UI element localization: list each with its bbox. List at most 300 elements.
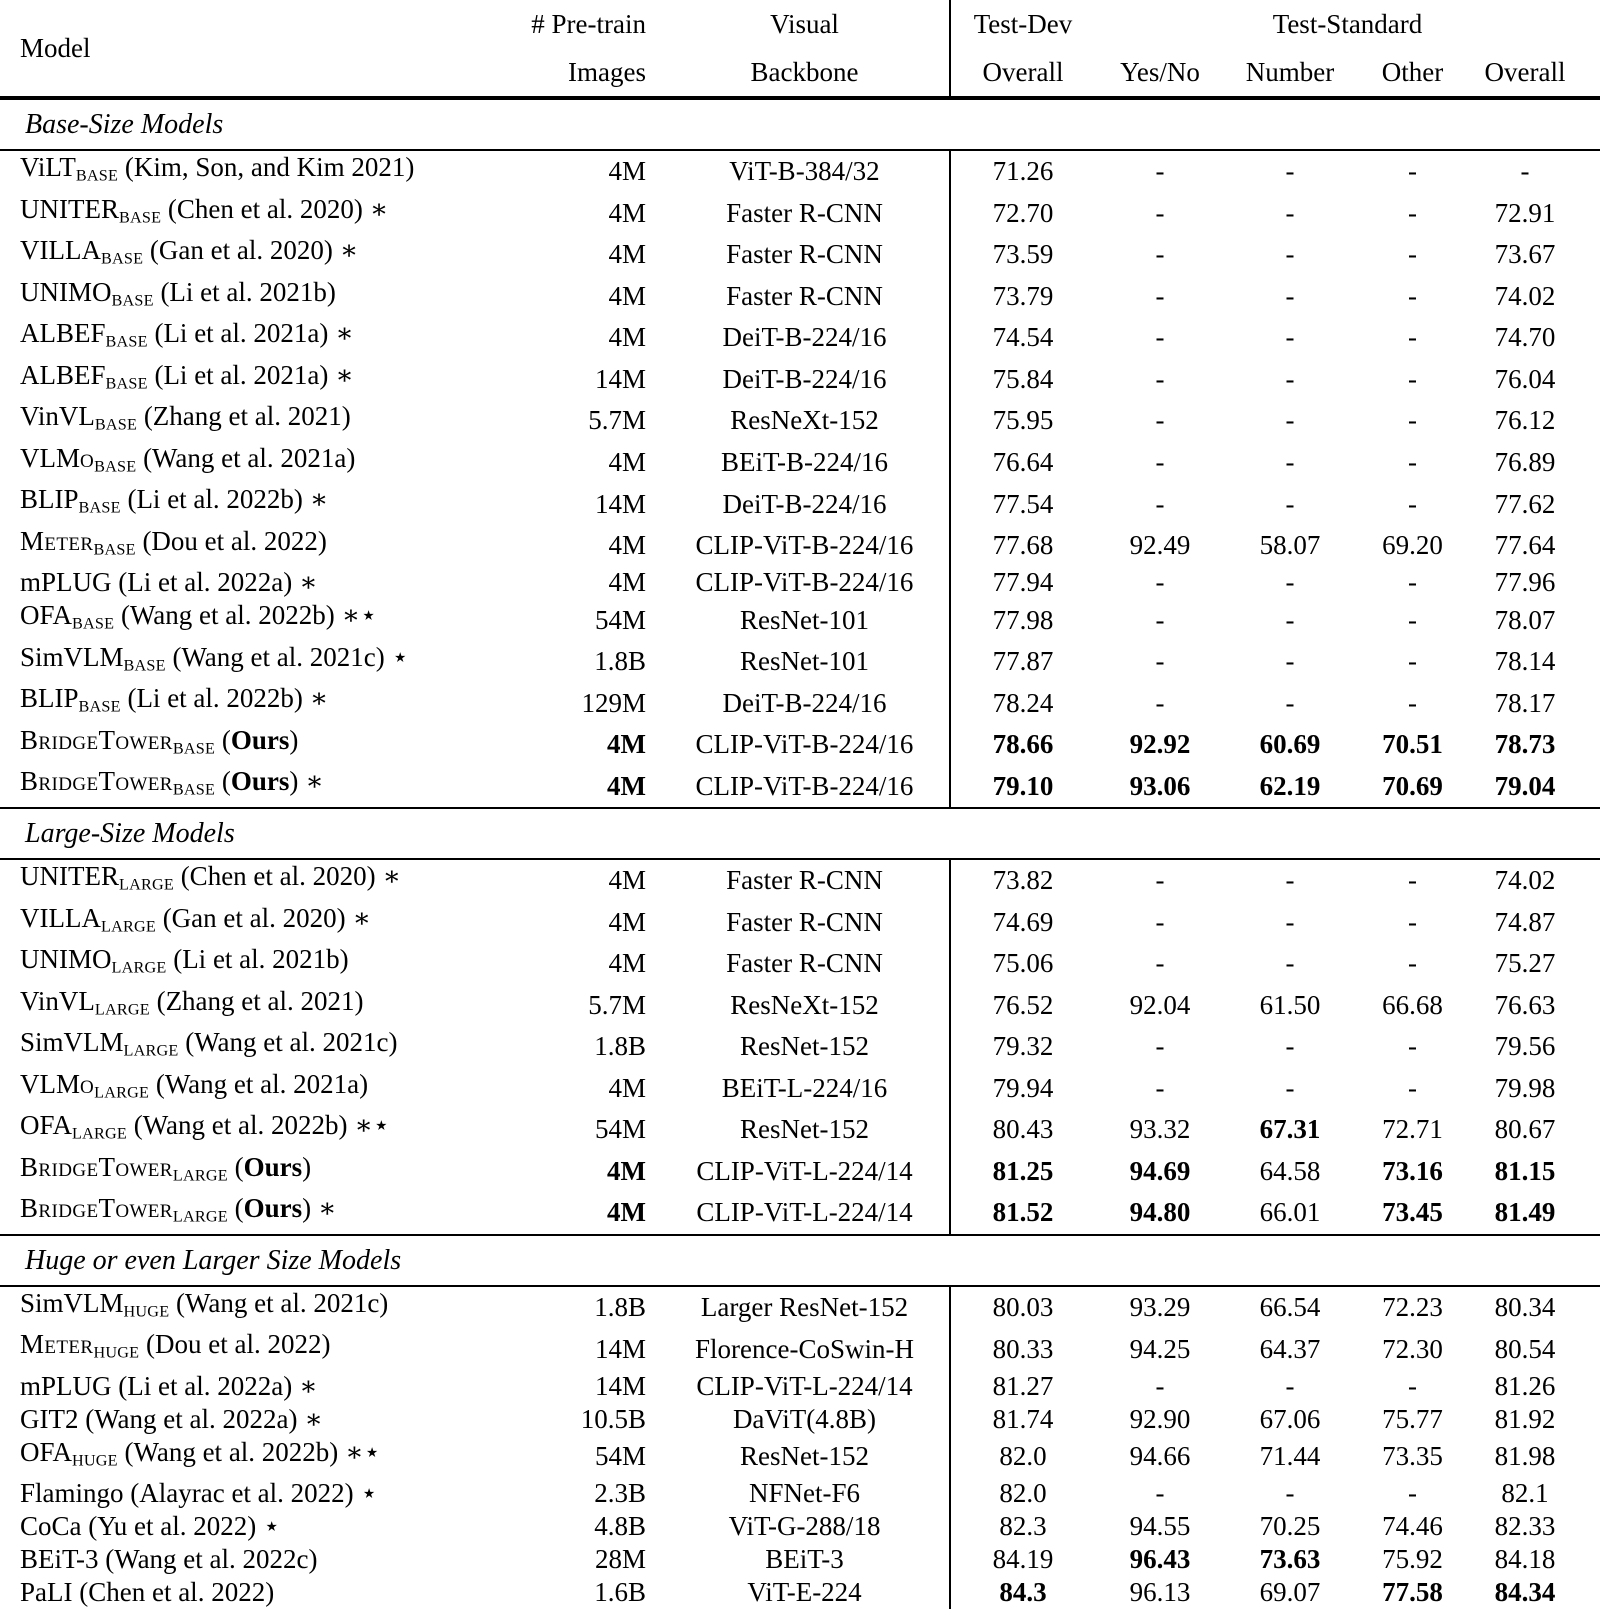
testdev-overall-cell: 75.84 — [950, 359, 1095, 401]
testdev-overall-cell: 75.06 — [950, 943, 1095, 985]
overall-cell: 72.91 — [1494, 197, 1556, 228]
backbone-cell: CLIP-ViT-B-224/16 — [695, 770, 914, 801]
backbone-cell: CLIP-ViT-L-224/14 — [696, 1197, 913, 1228]
overall-cell: 79.56 — [1494, 1031, 1556, 1062]
model-name-part: ALBEF — [20, 318, 106, 349]
model-row — [0, 902, 1600, 944]
pretrain-cell: 4M — [608, 156, 646, 187]
number-cell: - — [1285, 280, 1295, 311]
testdev-overall-cell: 77.87 — [950, 641, 1095, 683]
backbone-cell: CLIP-ViT-B-224/16 — [695, 567, 914, 598]
model-cell — [0, 1370, 470, 1403]
pretrain-cell: 5.7M — [588, 405, 646, 436]
overall-cell: 78.17 — [1494, 687, 1556, 718]
model-name-part: (Wang et al. 2021a) — [149, 1068, 369, 1099]
model-name-part: mPLUG (Li et al. 2022a) — [20, 1370, 293, 1401]
overall-cell: 84.34 — [1494, 1577, 1556, 1608]
col-header-pretrain-images — [470, 0, 660, 98]
model-cell — [0, 943, 470, 985]
other-cell: 75.92 — [1382, 1544, 1443, 1575]
model-cell — [0, 150, 470, 193]
model-name-part: (Wang et al. 2022b) — [126, 1110, 348, 1141]
number-cell: - — [1285, 156, 1295, 187]
pretrain-cell: 1.8B — [594, 646, 646, 677]
model-size-subscript: LARGE — [118, 875, 174, 894]
testdev-overall-cell: 79.94 — [950, 1068, 1095, 1110]
other-cell: - — [1408, 567, 1417, 598]
backbone-cell: Florence-CoSwin-H — [695, 1333, 914, 1364]
backbone-cell: CLIP-ViT-B-224/16 — [695, 530, 914, 561]
testdev-overall-cell: 80.33 — [950, 1328, 1095, 1370]
testdev-overall-cell: 73.82 — [950, 859, 1095, 902]
section-title: Large-Size Models — [0, 808, 1600, 859]
yesno-cell: - — [1155, 488, 1165, 519]
yesno-cell: 94.55 — [1129, 1511, 1191, 1542]
footnote-mark: ∗ — [335, 359, 354, 390]
number-cell: - — [1285, 363, 1295, 394]
model-name-part: (Gan et al. 2020) — [155, 902, 346, 933]
yesno-cell: - — [1155, 197, 1165, 228]
testdev-overall-cell: 79.10 — [950, 765, 1095, 808]
model-name-part: OFA — [20, 1110, 73, 1141]
other-cell: - — [1408, 687, 1417, 718]
overall-cell: 76.63 — [1494, 989, 1556, 1020]
model-row — [0, 1543, 1600, 1576]
yesno-cell: 94.25 — [1129, 1333, 1191, 1364]
backbone-cell: DeiT-B-224/16 — [722, 488, 887, 519]
pretrain-cell: 4M — [608, 906, 646, 937]
model-size-subscript: LARGE — [94, 1000, 150, 1019]
model-row — [0, 483, 1600, 525]
model-cell — [0, 1436, 470, 1478]
model-name-part: UNITER — [20, 860, 119, 891]
model-size-subscript: HUGE — [93, 1343, 140, 1362]
model-cell — [0, 1403, 470, 1436]
other-cell: 72.30 — [1382, 1333, 1443, 1364]
model-name-part: (Zhang et al. 2021) — [149, 985, 364, 1016]
other-cell: - — [1408, 197, 1417, 228]
yesno-cell: - — [1155, 405, 1165, 436]
pretrain-cell: 4M — [608, 239, 646, 270]
model-name-part: (Li et al. 2022b) — [120, 683, 303, 714]
testdev-overall-cell: 82.0 — [950, 1436, 1095, 1478]
backbone-cell: DeiT-B-224/16 — [722, 687, 887, 718]
number-cell: 67.31 — [1259, 1114, 1321, 1145]
overall-cell: 77.64 — [1494, 530, 1556, 561]
testdev-overall-cell: 80.03 — [950, 1286, 1095, 1329]
overall-cell: 80.34 — [1494, 1292, 1556, 1323]
number-cell: - — [1285, 197, 1295, 228]
model-size-subscript: BASE — [94, 415, 138, 434]
number-cell: 66.54 — [1259, 1292, 1321, 1323]
pretrain-cell: 1.8B — [594, 1031, 646, 1062]
col-header-visual-backbone — [660, 0, 950, 98]
model-name-part: (Wang et al. 2021c) — [169, 1287, 389, 1318]
other-cell: - — [1408, 322, 1417, 353]
pretrain-cell: 14M — [594, 363, 646, 394]
model-cell — [0, 483, 470, 525]
pretrain-cell: 4M — [608, 280, 646, 311]
yesno-cell: 92.04 — [1129, 989, 1191, 1020]
model-name-part: (Kim, Son, and Kim 2021) — [118, 152, 415, 182]
testdev-overall-cell: 73.59 — [950, 234, 1095, 276]
model-name-part: ( — [215, 724, 231, 755]
yesno-cell: - — [1155, 948, 1165, 979]
backbone-cell: ResNeXt-152 — [730, 989, 879, 1020]
testdev-overall-cell: 78.66 — [950, 724, 1095, 766]
yesno-cell: 92.49 — [1129, 530, 1191, 561]
yesno-cell: - — [1155, 906, 1165, 937]
model-row — [0, 359, 1600, 401]
testdev-overall-cell: 82.0 — [950, 1477, 1095, 1510]
model-name-part: (Wang et al. 2021c) — [178, 1027, 398, 1058]
model-row — [0, 765, 1600, 808]
model-size-subscript: BASE — [111, 291, 154, 310]
model-name-part: BridgeTower — [20, 1151, 173, 1182]
overall-cell: 74.02 — [1494, 280, 1556, 311]
overall-cell: 81.98 — [1494, 1441, 1556, 1472]
footnote-mark: ∗⋆ — [354, 1110, 390, 1141]
model-name-part: Ours — [230, 766, 290, 797]
model-cell — [0, 599, 470, 641]
footnote-mark: ∗ — [299, 1370, 318, 1401]
model-cell — [0, 985, 470, 1027]
section-header-row — [0, 98, 1600, 150]
model-size-subscript: BASE — [123, 656, 166, 675]
yesno-cell: - — [1155, 1072, 1165, 1103]
overall-cell: 81.92 — [1494, 1403, 1556, 1434]
number-cell: 66.01 — [1259, 1197, 1321, 1228]
model-name-part: mPLUG (Li et al. 2022a) — [20, 567, 293, 598]
model-cell — [0, 193, 470, 235]
model-name-part: Ours — [230, 724, 290, 755]
number-cell: 69.07 — [1259, 1577, 1321, 1608]
model-name-part: VLM — [20, 1068, 80, 1099]
footnote-mark: ∗ — [305, 766, 324, 797]
pretrain-cell: 4M — [607, 770, 646, 801]
model-row — [0, 985, 1600, 1027]
pretrain-cell: 5.7M — [588, 989, 646, 1020]
testdev-overall-cell: 76.52 — [950, 985, 1095, 1027]
backbone-cell: ResNet-152 — [740, 1441, 869, 1472]
model-row — [0, 317, 1600, 359]
model-size-subscript: BASE — [94, 457, 137, 476]
footnote-mark: ∗ — [339, 235, 359, 266]
col-header-model — [0, 0, 470, 98]
backbone-cell: ResNet-152 — [740, 1114, 869, 1145]
testdev-overall-cell: 77.98 — [950, 599, 1095, 641]
model-row — [0, 1510, 1600, 1543]
model-row — [0, 1026, 1600, 1068]
section-title: Huge or even Larger Size Models — [0, 1235, 1600, 1286]
model-name-part: BLIP — [20, 683, 79, 714]
pretrain-cell: 4M — [608, 197, 646, 228]
overall-cell: 74.87 — [1494, 906, 1556, 937]
model-size-subscript: BASE — [105, 374, 148, 393]
yesno-cell: - — [1155, 280, 1165, 311]
pretrain-cell: 14M — [594, 1370, 646, 1401]
backbone-cell: BEiT-B-224/16 — [720, 446, 888, 477]
yesno-cell: - — [1155, 1370, 1165, 1401]
yesno-cell: - — [1155, 239, 1165, 270]
model-row — [0, 1477, 1600, 1510]
backbone-cell: ResNet-101 — [740, 604, 869, 635]
other-cell: - — [1408, 1072, 1417, 1103]
backbone-cell: Faster R-CNN — [726, 197, 883, 228]
number-cell: - — [1285, 906, 1295, 937]
model-name-part: (Li et al. 2021b) — [166, 944, 349, 975]
model-name-part: (Dou et al. 2022) — [139, 1329, 331, 1360]
model-size-subscript: BASE — [78, 697, 121, 716]
pretrain-cell: 54M — [594, 1114, 646, 1145]
model-cell — [0, 1576, 470, 1609]
model-size-subscript: HUGE — [72, 1451, 118, 1470]
overall-cell: 77.96 — [1494, 567, 1556, 598]
pretrain-cell: 4M — [608, 446, 646, 477]
model-row — [0, 1068, 1600, 1110]
number-cell: - — [1285, 322, 1295, 353]
model-row — [0, 1286, 1600, 1329]
model-size-subscript: BASE — [78, 498, 121, 517]
model-cell — [0, 234, 470, 276]
col-header-other: Other — [1355, 48, 1470, 98]
model-size-subscript: BASE — [172, 780, 216, 799]
yesno-cell: - — [1155, 687, 1165, 718]
backbone-cell: BEiT-3 — [765, 1544, 844, 1575]
other-cell: - — [1408, 1031, 1417, 1062]
yesno-cell: - — [1155, 646, 1165, 677]
model-row — [0, 193, 1600, 235]
backbone-cell: Larger ResNet-152 — [700, 1292, 909, 1323]
number-cell: - — [1285, 948, 1295, 979]
number-cell: 64.37 — [1259, 1333, 1321, 1364]
pretrain-cell: 4.8B — [594, 1511, 646, 1542]
model-cell — [0, 1068, 470, 1110]
model-name-part: ) — [289, 766, 299, 797]
backbone-cell: CLIP-ViT-B-224/16 — [695, 729, 914, 760]
number-cell: - — [1285, 1072, 1295, 1103]
model-cell — [0, 1192, 470, 1235]
testdev-header-line1: Test-Dev — [973, 9, 1073, 39]
backbone-cell: Faster R-CNN — [726, 865, 883, 896]
backbone-cell: DeiT-B-224/16 — [722, 322, 887, 353]
model-size-subscript: LARGE — [172, 1207, 228, 1226]
footnote-mark: ∗⋆ — [345, 1436, 381, 1467]
yesno-cell: - — [1155, 446, 1165, 477]
model-row — [0, 641, 1600, 683]
model-cell — [0, 400, 470, 442]
section-title: Base-Size Models — [0, 98, 1600, 150]
other-cell: 69.20 — [1382, 530, 1443, 561]
model-size-subscript: LARGE — [94, 1083, 150, 1102]
pretrain-cell: 4M — [608, 1072, 646, 1103]
overall-cell: 81.26 — [1494, 1370, 1556, 1401]
model-name-part: ALBEF — [20, 359, 106, 390]
backbone-cell: CLIP-ViT-L-224/14 — [696, 1370, 913, 1401]
pretrain-cell: 28M — [594, 1544, 646, 1575]
yesno-cell: - — [1155, 1031, 1165, 1062]
model-name-part: BridgeTower — [20, 1193, 173, 1224]
yesno-cell: - — [1155, 322, 1165, 353]
model-name-part: (Dou et al. 2022) — [135, 525, 327, 556]
overall-cell: - — [1520, 156, 1530, 187]
model-row — [0, 599, 1600, 641]
model-name-part: (Zhang et al. 2021) — [137, 401, 351, 432]
model-name-part: VinVL — [20, 401, 95, 432]
backbone-cell: Faster R-CNN — [726, 948, 883, 979]
other-cell: 70.69 — [1382, 770, 1443, 801]
testdev-overall-cell: 79.32 — [950, 1026, 1095, 1068]
overall-cell: 73.67 — [1494, 239, 1556, 270]
overall-cell: 74.02 — [1494, 865, 1556, 896]
model-name-part: SimVLM — [20, 1027, 124, 1058]
footnote-mark: ⋆ — [360, 1478, 378, 1509]
other-cell: - — [1408, 446, 1417, 477]
model-name-part: (Wang et al. 2021c) — [165, 641, 385, 672]
model-row — [0, 525, 1600, 567]
pretrain-cell: 4M — [608, 530, 646, 561]
footnote-mark: ⋆ — [263, 1511, 281, 1542]
testdev-overall-cell: 78.24 — [950, 682, 1095, 724]
backbone-cell: DaViT(4.8B) — [732, 1403, 877, 1434]
number-cell: 70.25 — [1259, 1511, 1321, 1542]
col-header-model-label: Model — [20, 32, 91, 63]
testdev-overall-cell: 81.25 — [950, 1151, 1095, 1193]
overall-cell: 82.33 — [1494, 1511, 1556, 1542]
model-row — [0, 1109, 1600, 1151]
other-cell: 72.23 — [1382, 1292, 1443, 1323]
testdev-overall-cell: 81.74 — [950, 1403, 1095, 1436]
number-cell: 62.19 — [1259, 770, 1321, 801]
model-name-part: ( — [227, 1151, 244, 1182]
other-cell: - — [1408, 948, 1417, 979]
table-body — [0, 98, 1600, 1609]
yesno-cell: 93.06 — [1129, 770, 1191, 801]
model-name-part: VILLA — [20, 902, 101, 933]
model-cell — [0, 276, 470, 318]
model-row — [0, 859, 1600, 902]
number-cell: - — [1285, 1478, 1295, 1509]
other-cell: - — [1408, 280, 1417, 311]
overall-cell: 80.67 — [1494, 1114, 1556, 1145]
pretrain-cell: 129M — [581, 687, 646, 718]
model-name-part: PaLI (Chen et al. 2022) — [20, 1577, 275, 1608]
backbone-cell: CLIP-ViT-L-224/14 — [696, 1155, 913, 1186]
pretrain-cell: 4M — [607, 1155, 646, 1186]
pretrain-cell: 4M — [608, 948, 646, 979]
pretrain-cell: 1.6B — [594, 1577, 646, 1608]
footnote-mark: ∗ — [309, 683, 329, 714]
overall-cell: 77.62 — [1494, 488, 1556, 519]
other-cell: 72.71 — [1382, 1114, 1443, 1145]
model-size-subscript: BASE — [75, 166, 119, 185]
backbone-cell: ResNet-152 — [740, 1031, 869, 1062]
model-cell — [0, 724, 470, 766]
model-size-subscript: LARGE — [172, 1166, 228, 1185]
model-row — [0, 724, 1600, 766]
col-header-yesno: Yes/No — [1095, 48, 1225, 98]
pretrain-header-line2: Images — [568, 57, 646, 87]
model-name-part: ) — [302, 1193, 312, 1224]
model-row — [0, 1403, 1600, 1436]
model-cell — [0, 859, 470, 902]
overall-cell: 78.73 — [1494, 729, 1556, 760]
pretrain-cell: 14M — [594, 488, 646, 519]
pretrain-cell: 2.3B — [594, 1478, 646, 1509]
pretrain-cell: 54M — [594, 604, 646, 635]
model-name-part: UNIMO — [20, 276, 112, 307]
footnote-mark: ∗ — [352, 902, 371, 933]
model-name-part: (Li et al. 2021a) — [147, 318, 329, 349]
model-name-part: Flamingo (Alayrac et al. 2022) — [20, 1478, 354, 1509]
model-size-subscript: BASE — [93, 540, 136, 559]
other-cell: - — [1408, 1370, 1417, 1401]
model-size-subscript: HUGE — [123, 1302, 170, 1321]
yesno-cell: 93.32 — [1129, 1114, 1191, 1145]
model-name-part: SimVLM — [20, 1287, 124, 1318]
model-cell — [0, 525, 470, 567]
testdev-overall-cell: 81.27 — [950, 1370, 1095, 1403]
col-header-testdev-overall — [950, 0, 1095, 98]
model-cell — [0, 1026, 470, 1068]
backbone-cell: Faster R-CNN — [726, 906, 883, 937]
testdev-overall-cell: 77.68 — [950, 525, 1095, 567]
yesno-cell: - — [1155, 604, 1165, 635]
model-size-subscript: LARGE — [111, 958, 167, 977]
model-name-part: ( — [227, 1193, 244, 1224]
testdev-overall-cell: 84.3 — [950, 1576, 1095, 1609]
model-cell — [0, 1477, 470, 1510]
model-name-part: CoCa (Yu et al. 2022) — [20, 1511, 257, 1542]
pretrain-cell: 4M — [608, 865, 646, 896]
model-size-subscript: BASE — [172, 739, 216, 758]
model-cell — [0, 442, 470, 484]
overall-cell: 84.18 — [1494, 1544, 1556, 1575]
model-size-subscript: BASE — [105, 332, 148, 351]
model-name-part: (Wang et al. 2022b) — [114, 600, 335, 631]
model-name-part: (Li et al. 2021b) — [153, 276, 336, 307]
model-cell — [0, 1151, 470, 1193]
model-name-part: Ours — [243, 1193, 303, 1224]
model-row — [0, 1436, 1600, 1478]
backbone-cell: ViT-G-288/18 — [728, 1511, 881, 1542]
backbone-cell: Faster R-CNN — [726, 280, 883, 311]
other-cell: 70.51 — [1382, 729, 1443, 760]
footnote-mark: ∗ — [318, 1193, 337, 1224]
other-cell: - — [1408, 865, 1417, 896]
model-name-part: BLIP — [20, 484, 79, 515]
pretrain-cell: 14M — [594, 1333, 646, 1364]
yesno-cell: - — [1155, 567, 1165, 598]
yesno-cell: 94.80 — [1129, 1197, 1191, 1228]
model-name-part: ) — [302, 1151, 312, 1182]
number-cell: - — [1285, 604, 1295, 635]
overall-cell: 79.04 — [1494, 770, 1556, 801]
backbone-cell: ResNeXt-152 — [730, 405, 879, 436]
backbone-cell: BEiT-L-224/16 — [721, 1072, 888, 1103]
footnote-mark: ∗ — [335, 318, 354, 349]
model-cell — [0, 902, 470, 944]
yesno-cell: 96.13 — [1129, 1577, 1191, 1608]
number-cell: - — [1285, 446, 1295, 477]
yesno-cell: 94.69 — [1129, 1155, 1191, 1186]
model-row — [0, 943, 1600, 985]
footnote-mark: ∗ — [369, 193, 389, 224]
yesno-cell: 94.66 — [1129, 1441, 1191, 1472]
model-name-part: VILLA — [20, 235, 101, 266]
pretrain-cell: 10.5B — [580, 1403, 646, 1434]
other-cell: 73.16 — [1382, 1155, 1443, 1186]
